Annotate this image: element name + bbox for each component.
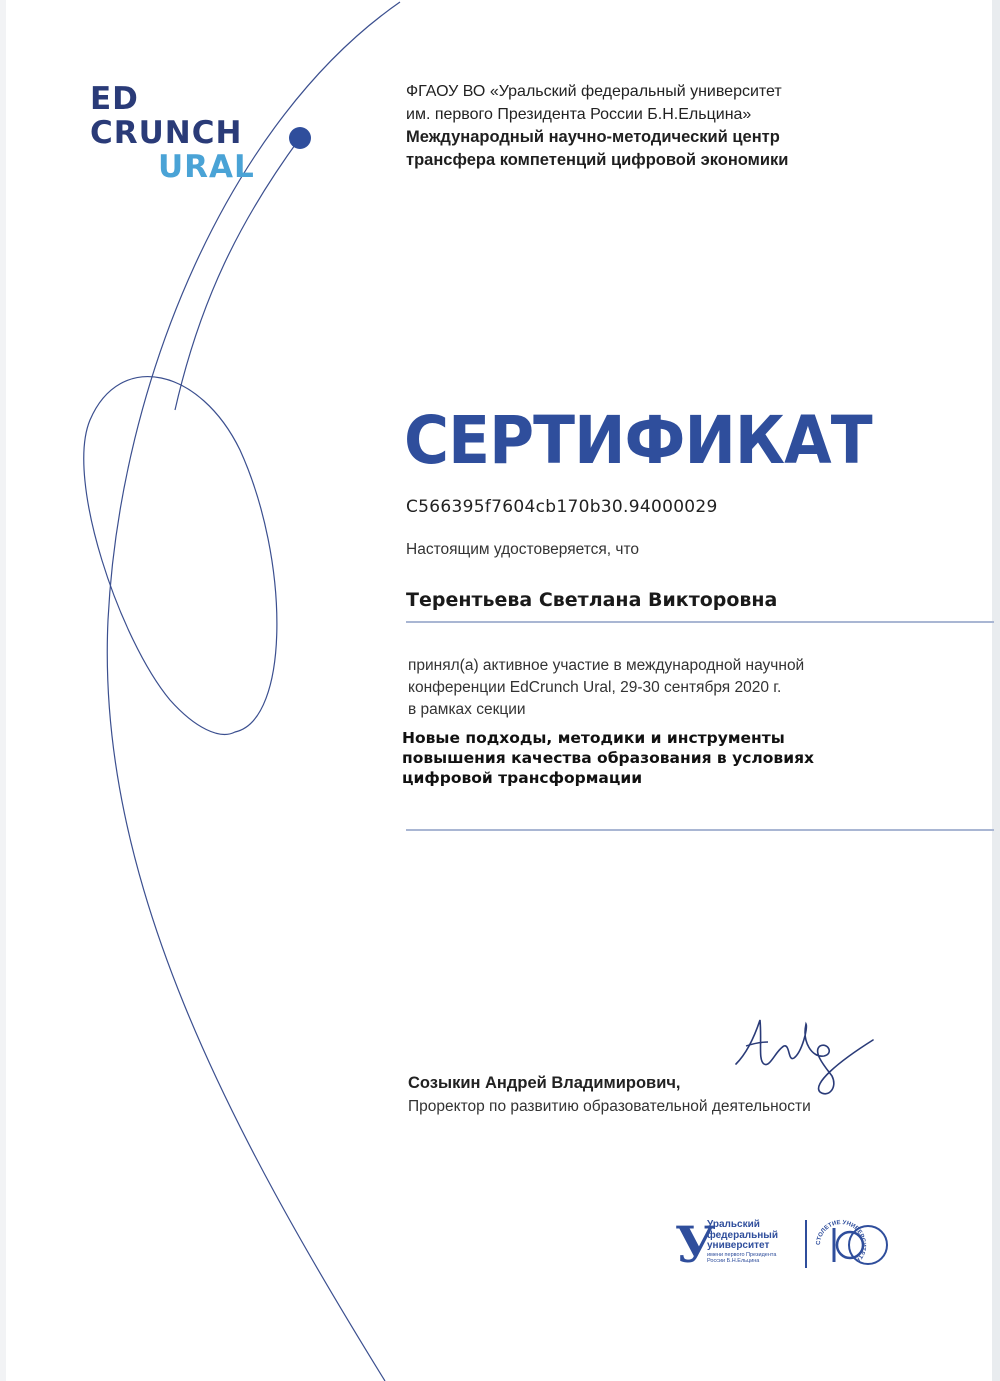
- centenary-logo-icon: [808, 1212, 893, 1278]
- centenary-arc-text: СТОЛЕТИЕ УНИВЕРСИТЕТА: [815, 1219, 867, 1264]
- certificate-title: СЕРТИФИКАТ: [404, 402, 872, 479]
- urfu-u-mark-icon: У: [675, 1215, 716, 1274]
- signatory-position: Проректор по развитию образовательной деятельности: [408, 1098, 811, 1115]
- urfu-line-2: федеральный: [707, 1229, 778, 1241]
- signatory-name: Созыкин Андрей Владимирович,: [408, 1074, 681, 1092]
- curve-dot: [289, 127, 311, 149]
- description-line-3: в рамках секции: [408, 701, 526, 718]
- logo-line-crunch: CRUNCH: [90, 115, 243, 151]
- divider-bottom: [406, 829, 994, 831]
- section-title: Новые подходы, методики и инструменты повышения качества образования в условиях цифровой трансформации: [402, 729, 815, 787]
- divider-top: [406, 621, 994, 623]
- certify-text: Настоящим удостоверяется, что: [406, 541, 639, 558]
- logo-line-ed: ED: [90, 81, 139, 117]
- recipient-name: Терентьева Светлана Викторовна: [406, 589, 778, 611]
- center-line-1: Международный научно-методический центр: [406, 128, 780, 146]
- urfu-line-3: университет: [707, 1240, 770, 1251]
- org-line-1: ФГАОУ ВО «Уральский федеральный университет: [406, 83, 782, 100]
- urfu-line-4: имени первого Президента: [707, 1251, 777, 1258]
- footer-separator: [805, 1220, 807, 1268]
- center-line-2: трансфера компетенций цифровой экономики: [406, 151, 789, 169]
- org-line-2: им. первого Президента России Б.Н.Ельцина»: [406, 106, 752, 123]
- certificate-id: C566395f7604cb170b30.94000029: [406, 497, 718, 517]
- urfu-line-1: Уральский: [707, 1219, 760, 1230]
- signature: [728, 1012, 878, 1102]
- svg-text:СТОЛЕТИЕ УНИВЕРСИТЕТА: [816, 1220, 866, 1264]
- participation-description: [408, 655, 804, 721]
- description-line-1: принял(а) активное участие в международной научной: [408, 657, 805, 674]
- logo-line-ural: URAL: [158, 149, 255, 185]
- urfu-text: [707, 1220, 797, 1264]
- organization-header: [406, 80, 788, 172]
- edcrunch-ural-logo: [90, 82, 255, 184]
- description-line-2: конференции EdCrunch Ural, 29-30 сентября 2020 г.: [408, 679, 782, 696]
- urfu-line-5: России Б.Н.Ельцина: [707, 1257, 760, 1264]
